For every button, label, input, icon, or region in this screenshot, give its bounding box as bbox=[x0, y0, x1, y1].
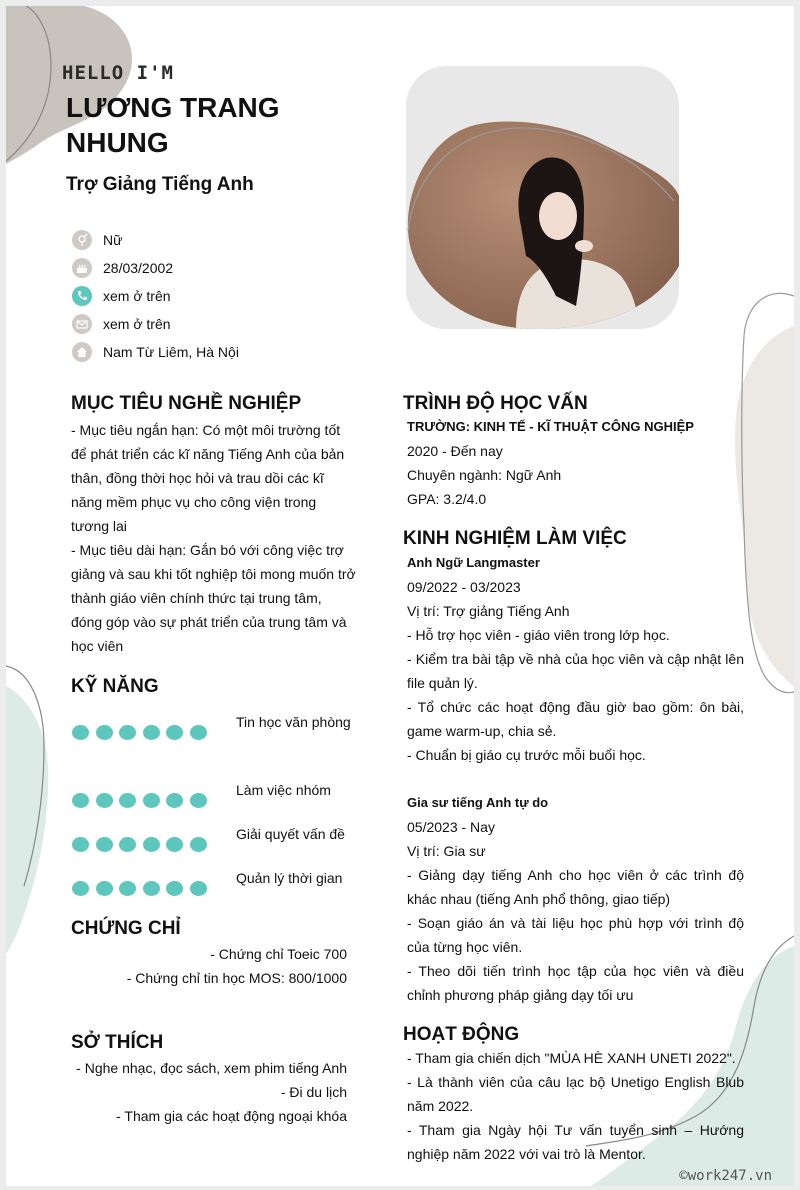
education-title: TRÌNH ĐỘ HỌC VẤN bbox=[403, 393, 588, 414]
hobby-item: - Tham gia các hoạt động ngoại khóa bbox=[116, 1108, 347, 1124]
birthday-cake-icon bbox=[72, 258, 92, 278]
job-position: Vị trí: Trợ giảng Tiếng Anh bbox=[407, 603, 570, 619]
rating-dot bbox=[143, 837, 160, 852]
job-position: Vị trí: Gia sư bbox=[407, 843, 486, 859]
certificates-list bbox=[71, 942, 347, 990]
watermark: ©work247.vn bbox=[679, 1168, 772, 1184]
info-email-value: xem ở trên bbox=[103, 316, 171, 332]
education-period: 2020 - Đến nay bbox=[407, 443, 503, 459]
rating-dot bbox=[119, 793, 136, 808]
job-company: Gia sư tiếng Anh tự do bbox=[407, 795, 549, 810]
skill-rating-teamwork bbox=[72, 793, 213, 808]
objective-title: MỤC TIÊU NGHỀ NGHIỆP bbox=[71, 393, 302, 414]
objective-long-term: - Mục tiêu dài hạn: Gắn bó với công việc trợ giảng và sau khi tốt nghiệp tôi mong muốn trở thành giáo viên chính thức tại trung tâm, đóng góp vào sự phát triển của trung tâm và học viên bbox=[71, 542, 356, 654]
education-body bbox=[407, 415, 747, 511]
rating-dot bbox=[166, 793, 183, 808]
info-address bbox=[72, 338, 239, 366]
personal-info-list bbox=[72, 226, 239, 366]
certificate-item: - Chứng chỉ tin học MOS: 800/1000 bbox=[126, 970, 347, 986]
job-task: - Kiểm tra bài tập về nhà của học viên và cập nhật lên file quản lý. bbox=[407, 651, 744, 691]
rating-dot bbox=[96, 881, 113, 896]
job-period: 05/2023 - Nay bbox=[407, 819, 495, 835]
rating-dot bbox=[190, 881, 207, 896]
certificate-item: - Chứng chỉ Toeic 700 bbox=[210, 946, 347, 962]
hobby-item: - Nghe nhạc, đọc sách, xem phim tiếng Anh bbox=[76, 1060, 347, 1076]
email-icon bbox=[72, 314, 92, 334]
hobbies-list bbox=[71, 1056, 347, 1128]
hobbies-title: SỞ THÍCH bbox=[71, 1032, 164, 1053]
hobby-item: - Đi du lịch bbox=[280, 1084, 347, 1100]
rating-dot bbox=[96, 837, 113, 852]
activity-item: - Tham gia Ngày hội Tư vấn tuyển sinh – Hướng nghiệp năm 2022 với vai trò là Mentor. bbox=[407, 1122, 744, 1162]
phone-icon bbox=[72, 286, 92, 306]
rating-dot bbox=[190, 793, 207, 808]
job-task: - Tổ chức các hoạt động đầu giờ bao gồm: ôn bài, game warm-up, chia sẻ. bbox=[407, 699, 744, 739]
rating-dot bbox=[190, 837, 207, 852]
hello-greeting: HELLO I'M bbox=[62, 62, 174, 84]
objective-short-term: - Mục tiêu ngắn hạn: Có một môi trường tốt để phát triển các kĩ năng Tiếng Anh của bản thân, đồng thời học hỏi và trau dồi các kĩ năng mềm phục vụ cho công viện trong tương lai bbox=[71, 422, 345, 534]
rating-dot bbox=[72, 837, 89, 852]
job-task: - Soạn giáo án và tài liệu học phù hợp với trình độ của từng học viên. bbox=[407, 915, 744, 955]
rating-dot bbox=[119, 837, 136, 852]
rating-dot bbox=[72, 793, 89, 808]
rating-dot bbox=[119, 725, 136, 740]
skill-label-time-management: Quản lý thời gian bbox=[236, 870, 343, 886]
skill-label-teamwork: Làm việc nhóm bbox=[236, 782, 331, 798]
rating-dot bbox=[190, 725, 207, 740]
info-phone-value: xem ở trên bbox=[103, 288, 171, 304]
job-period: 09/2022 - 03/2023 bbox=[407, 579, 521, 595]
skill-rating-time-management bbox=[72, 881, 213, 896]
info-birthday bbox=[72, 254, 239, 282]
skills-title: KỸ NĂNG bbox=[71, 676, 159, 697]
candidate-name: LƯƠNG TRANG NHUNG bbox=[66, 92, 280, 158]
rating-dot bbox=[143, 881, 160, 896]
rating-dot bbox=[166, 881, 183, 896]
info-gender bbox=[72, 226, 239, 254]
rating-dot bbox=[72, 725, 89, 740]
rating-dot bbox=[166, 725, 183, 740]
experience-body bbox=[407, 551, 744, 1007]
job-title: Trợ Giảng Tiếng Anh bbox=[66, 174, 254, 195]
rating-dot bbox=[96, 793, 113, 808]
job-task: - Giảng dạy tiếng Anh cho học viên ở các trình độ khác nhau (tiếng Anh phổ thông, giao tiếp) bbox=[407, 867, 744, 907]
rating-dot bbox=[143, 793, 160, 808]
rating-dot bbox=[166, 837, 183, 852]
job-company: Anh Ngữ Langmaster bbox=[407, 555, 540, 570]
certificates-title: CHỨNG CHỈ bbox=[71, 918, 181, 939]
rating-dot bbox=[72, 881, 89, 896]
activity-item: - Tham gia chiến dịch "MÙA HÈ XANH UNETI 2022". bbox=[407, 1050, 736, 1066]
activities-title: HOẠT ĐỘNG bbox=[403, 1024, 520, 1045]
info-address-value: Nam Từ Liêm, Hà Nội bbox=[103, 344, 239, 360]
home-icon bbox=[72, 342, 92, 362]
cv-page bbox=[6, 6, 794, 1186]
education-major: Chuyên ngành: Ngữ Anh bbox=[407, 467, 562, 483]
experience-title: KINH NGHIỆM LÀM VIỆC bbox=[403, 528, 627, 549]
activity-item: - Là thành viên của câu lạc bộ Unetigo English Blub năm 2022. bbox=[407, 1074, 744, 1114]
info-birthday-value: 28/03/2002 bbox=[103, 260, 174, 276]
job-task: - Chuẩn bị giáo cụ trước mỗi buổi học. bbox=[407, 747, 646, 763]
objective-body bbox=[71, 418, 356, 658]
job-task: - Hỗ trợ học viên - giáo viên trong lớp học. bbox=[407, 627, 670, 643]
rating-dot bbox=[96, 725, 113, 740]
profile-photo bbox=[406, 66, 679, 329]
activities-list bbox=[407, 1046, 744, 1166]
rating-dot bbox=[119, 881, 136, 896]
job-task: - Theo dõi tiến trình học tập của học viên và điều chỉnh phương pháp giảng dạy tối ưu bbox=[407, 963, 744, 1003]
skill-label-problem-solving: Giải quyết vấn đề bbox=[236, 826, 345, 842]
skill-label-office: Tin học văn phòng bbox=[236, 714, 351, 730]
education-school: TRƯỜNG: KINH TẾ - KĨ THUẬT CÔNG NGHIỆP bbox=[407, 419, 694, 434]
skill-rating-problem-solving bbox=[72, 837, 213, 852]
rating-dot bbox=[143, 725, 160, 740]
info-phone bbox=[72, 282, 239, 310]
info-gender-value: Nữ bbox=[103, 232, 123, 248]
info-email bbox=[72, 310, 239, 338]
education-gpa: GPA: 3.2/4.0 bbox=[407, 491, 487, 507]
skill-rating-office bbox=[72, 725, 213, 740]
gender-icon bbox=[72, 230, 92, 250]
